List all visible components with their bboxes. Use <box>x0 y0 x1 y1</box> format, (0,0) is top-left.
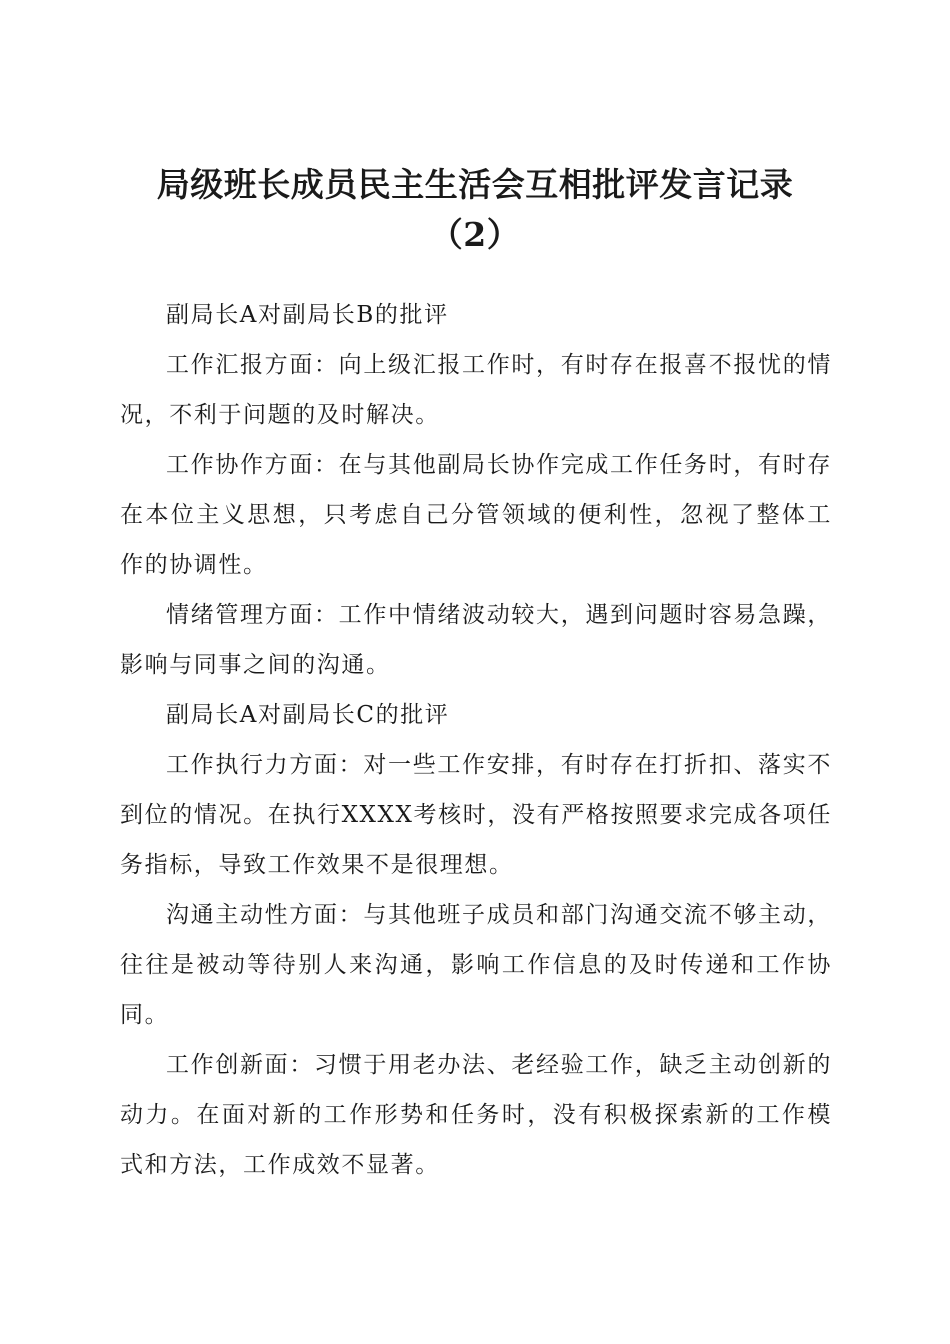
paragraph-communication: 沟通主动性方面：与其他班子成员和部门沟通交流不够主动，往往是被动等待别人来沟通，影响工作信息的及时传递和工作协同。 <box>120 902 832 1028</box>
paragraph-work-reporting: 工作汇报方面：向上级汇报工作时，有时存在报喜不报忧的情况，不利于问题的及时解决。 <box>120 352 832 428</box>
paragraph-execution: 工作执行力方面：对一些工作安排，有时存在打折扣、落实不到位的情况。在执行XXXX考核时，没有严格按照要求完成各项任务指标，导致工作效果不是很理想。 <box>120 752 832 878</box>
paragraph-emotion-management: 情绪管理方面：工作中情绪波动较大，遇到问题时容易急躁，影响与同事之间的沟通。 <box>120 602 832 678</box>
document-body <box>120 290 832 1190</box>
section-heading-a-to-c: 副局长A对副局长C的批评 <box>166 702 450 728</box>
document-title-number: （2） <box>429 215 521 254</box>
paragraph-work-collaboration: 工作协作方面：在与其他副局长协作完成工作任务时，有时存在本位主义思想，只考虑自己分管领域的便利性，忽视了整体工作的协调性。 <box>120 452 832 578</box>
section-heading-a-to-b: 副局长A对副局长B的批评 <box>166 302 449 328</box>
document-title: 局级班长成员民主生活会互相批评发言记录 <box>156 165 794 204</box>
paragraph-innovation: 工作创新面：习惯于用老办法、老经验工作，缺乏主动创新的动力。在面对新的工作形势和任务时，没有积极探索新的工作模式和方法，工作成效不显著。 <box>120 1052 832 1178</box>
